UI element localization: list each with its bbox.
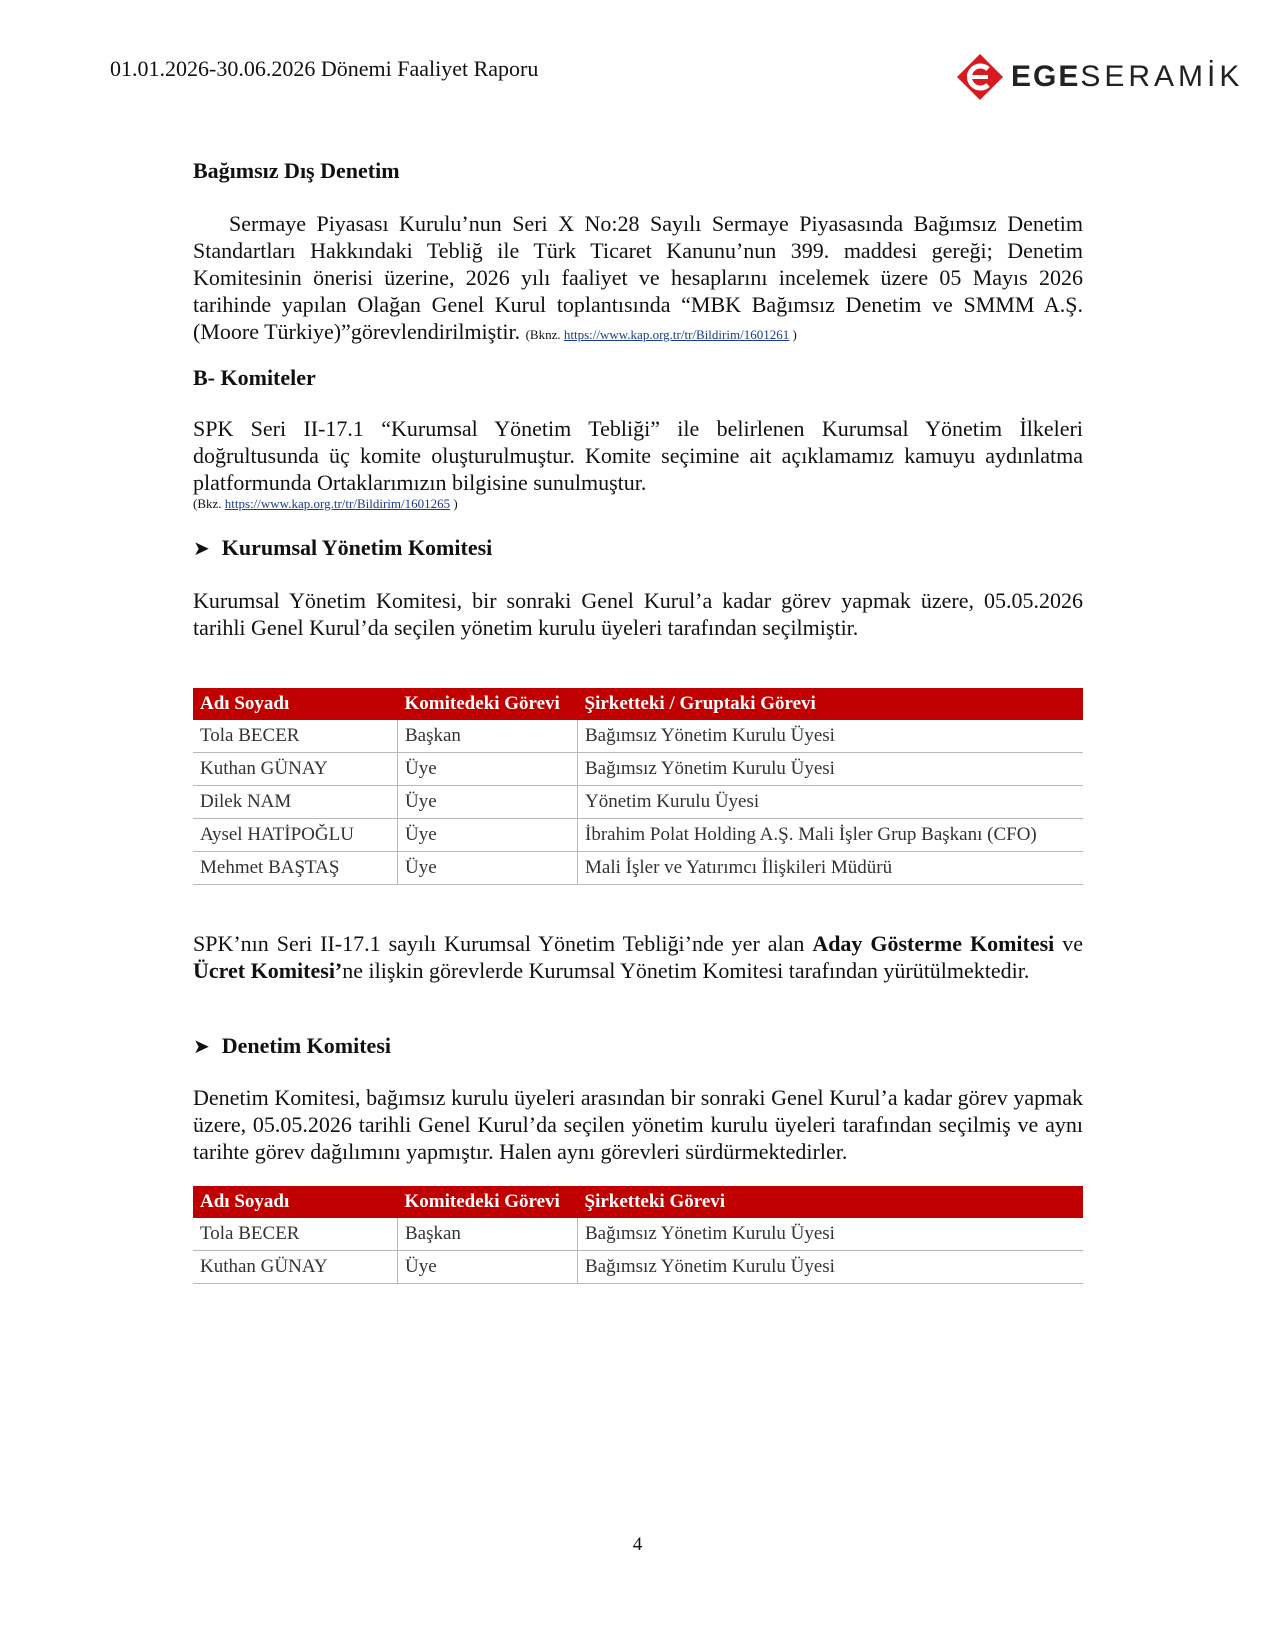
note-bold-remuneration: Ücret Komitesi’ [193, 958, 343, 983]
member-committee-role: Üye [398, 819, 578, 852]
audit-committee-heading [193, 1033, 1083, 1059]
member-company-role: Bağımsız Yönetim Kurulu Üyesi [578, 1251, 1084, 1284]
note-text: ve [1054, 931, 1083, 956]
note-text: ne ilişkin görevlerde Kurumsal Yönetim Komitesi tarafından yürütülmektedir. [342, 958, 1030, 983]
member-company-role: Yönetim Kurulu Üyesi [578, 786, 1084, 819]
page-number: 4 [632, 1534, 643, 1555]
member-name: Tola BECER [193, 720, 398, 753]
member-name: Mehmet BAŞTAŞ [193, 852, 398, 885]
table-row [193, 786, 1083, 819]
member-company-role: Bağımsız Yönetim Kurulu Üyesi [578, 753, 1084, 786]
note-text: SPK’nın Seri II-17.1 sayılı Kurumsal Yönetim Tebliği’nde yer alan [193, 931, 813, 956]
governance-note [193, 930, 1083, 984]
table-header-row [193, 1186, 1083, 1218]
committees-ref-suffix: ) [453, 496, 458, 511]
page-header-title: 01.01.2026-30.06.2026 Dönemi Faaliyet Raporu [110, 56, 539, 81]
audit-committee-table [193, 1186, 1083, 1284]
column-header: Adı Soyadı [193, 1186, 398, 1218]
table-row [193, 852, 1083, 885]
member-company-role: İbrahim Polat Holding A.Ş. Mali İşler Grup Başkanı (CFO) [578, 819, 1084, 852]
audit-heading: Bağımsız Dış Denetim [193, 158, 400, 183]
table-row [193, 819, 1083, 852]
committees-heading: B- Komiteler [193, 365, 316, 390]
committees-paragraph: SPK Seri II-17.1 “Kurumsal Yönetim Tebliği” ile belirlenen Kurumsal Yönetim İlkeleri doğrultusunda üç komite oluşturulmuştur. Komite seçimine ait açıklamamız kamuyu aydınlatma platformunda Ortaklarımızın bilgisine sunulmuştur. [193, 416, 1083, 495]
member-company-role: Mali İşler ve Yatırımcı İlişkileri Müdürü [578, 852, 1084, 885]
audit-ref-link[interactable]: https://www.kap.org.tr/tr/Bildirim/1601261 [563, 327, 790, 342]
logo-text-light: SERAMİK [1080, 60, 1244, 93]
note-bold-nomination: Aday Gösterme Komitesi [812, 931, 1055, 956]
column-header: Komitedeki Görevi [398, 688, 578, 720]
audit-ref-suffix: ) [792, 327, 797, 342]
arrow-bullet-icon: ➤ [193, 536, 210, 560]
governance-paragraph: Kurumsal Yönetim Komitesi, bir sonraki Genel Kurul’a kadar görev yapmak üzere, 05.05.2026 tarihli Genel Kurul’da seçilen yönetim kurulu üyeleri tarafından seçilmiştir. [193, 588, 1083, 640]
column-header: Şirketteki Görevi [578, 1186, 1084, 1218]
logo-mark-icon [955, 52, 1005, 102]
audit-ref-prefix: (Bknz. [525, 327, 561, 342]
committees-reference [193, 496, 1083, 512]
member-committee-role: Başkan [398, 1218, 578, 1251]
logo-text-bold: EGE [1011, 60, 1081, 93]
member-name: Dilek NAM [193, 786, 398, 819]
column-header: Şirketteki / Gruptaki Görevi [578, 688, 1084, 720]
table-row [193, 1251, 1083, 1284]
member-committee-role: Üye [398, 852, 578, 885]
column-header: Komitedeki Görevi [398, 1186, 578, 1218]
member-name: Tola BECER [193, 1218, 398, 1251]
member-name: Kuthan GÜNAY [193, 753, 398, 786]
audit-committee-paragraph: Denetim Komitesi, bağımsız kurulu üyeleri arasından bir sonraki Genel Kurul’a kadar görev yapmak üzere, 05.05.2026 tarihli Genel Kurul’da seçilen yönetim kurulu üyeleri tarafından seçilmiş ve aynı tarihte görev dağılımını yapmıştır. Halen aynı görevleri sürdürmektedirler. [193, 1085, 1083, 1164]
member-name: Aysel HATİPOĞLU [193, 819, 398, 852]
member-committee-role: Üye [398, 753, 578, 786]
audit-committee-heading-text: Denetim Komitesi [221, 1033, 391, 1058]
member-company-role: Bağımsız Yönetim Kurulu Üyesi [578, 720, 1084, 753]
member-name: Kuthan GÜNAY [193, 1251, 398, 1284]
table-header-row [193, 688, 1083, 720]
company-logo [955, 52, 1243, 102]
member-committee-role: Üye [398, 1251, 578, 1284]
audit-paragraph [193, 210, 1083, 348]
column-header: Adı Soyadı [193, 688, 398, 720]
governance-heading-text: Kurumsal Yönetim Komitesi [221, 535, 493, 560]
arrow-bullet-icon: ➤ [193, 1034, 210, 1058]
governance-table [193, 688, 1083, 885]
committees-ref-prefix: (Bkz. [193, 496, 222, 511]
governance-heading [193, 535, 1083, 561]
table-row [193, 720, 1083, 753]
committees-ref-link[interactable]: https://www.kap.org.tr/tr/Bildirim/1601265 [224, 496, 451, 511]
audit-reference [526, 327, 797, 342]
audit-paragraph-text: Sermaye Piyasası Kurulu’nun Seri X No:28 Sayılı Sermaye Piyasasında Bağımsız Denetim Standartları Hakkındaki Tebliğ ile Türk Ticaret Kanunu’nun 399. maddesi gereği; Denetim Komitesinin önerisi üzerine, 2026 yılı faaliyet ve hesaplarını incelemek üzere 05 Mayıs 2026 tarihinde yapılan Olağan Genel Kurul toplantısında “MBK Bağımsız Denetim ve SMMM A.Ş. (Moore Türkiye)”görevlendirilmiştir. [193, 211, 1083, 344]
member-committee-role: Üye [398, 786, 578, 819]
table-row [193, 753, 1083, 786]
table-row [193, 1218, 1083, 1251]
member-committee-role: Başkan [398, 720, 578, 753]
member-company-role: Bağımsız Yönetim Kurulu Üyesi [578, 1218, 1084, 1251]
